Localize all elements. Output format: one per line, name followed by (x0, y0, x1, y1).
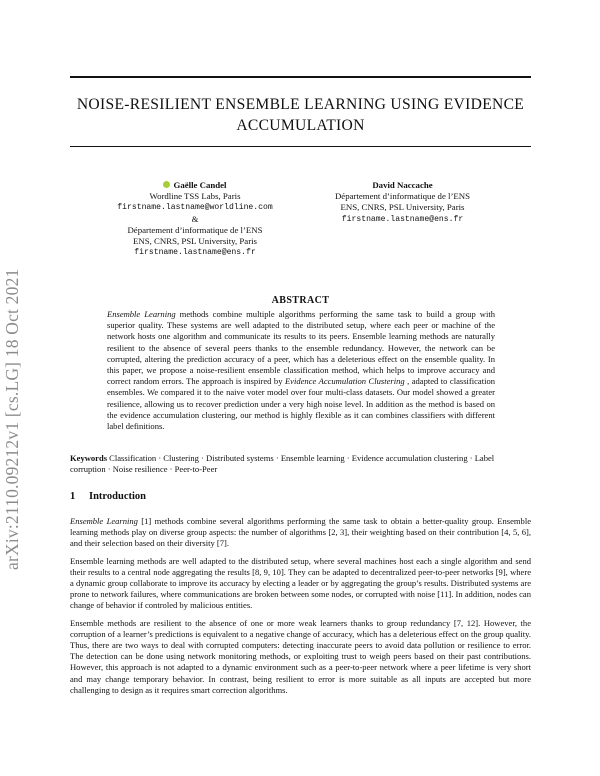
author-affiliation: ENS, CNRS, PSL University, Paris (133, 236, 257, 247)
section-title: Introduction (89, 491, 146, 502)
title-line-1: NOISE-RESILIENT ENSEMBLE LEARNING USING EVIDENCE (76, 96, 525, 113)
keywords (70, 453, 531, 475)
section-body (70, 516, 531, 702)
section-number: 1 (70, 491, 76, 502)
title-bottom-rule (70, 146, 531, 147)
keywords-list: Classification · Clustering · Distributed systems · Ensemble learning · Evidence accumulation clustering · Label corruption · Noise resilience · Peer-to-Peer (70, 453, 495, 475)
abstract-body: methods combine multiple algorithms performing the same task to build a group with superior quality. These systems are well adapted to the distributed setup, where each peer or machine of the network hosts one algorithm and communicate its results to its peers. Ensemble learning methods are naturally resilient to the absence of several peers thanks to the ensemble redundancy. However, the network can be corrupted, altering the prediction accuracy of a peer, which has a deleterious effect on the ensemble quality. In this paper, we propose a noise-resilient ensemble classification method, which helps to improve accuracy and correct random errors. The approach is inspired by (107, 309, 495, 387)
section-heading (70, 491, 146, 502)
title-line-2: ACCUMULATION (236, 117, 365, 134)
keywords-label: Keywords (70, 453, 108, 463)
author-affiliation: Département d’informatique de l’ENS (127, 224, 263, 235)
author-email[interactable]: firstname.lastname@ens.fr (134, 248, 256, 258)
paragraph-term: Ensemble Learning (70, 516, 138, 526)
author-email[interactable]: firstname.lastname@worldline.com (117, 203, 273, 213)
author-separator: & (191, 213, 199, 224)
author-email[interactable]: firstname.lastname@ens.fr (341, 214, 464, 224)
abstract-heading: ABSTRACT (271, 295, 330, 306)
paper-title (70, 94, 531, 136)
author-affiliation: Wordline TSS Labs, Paris (149, 191, 241, 202)
author-name: Gaëlle Candel (173, 180, 227, 190)
author-1 (105, 180, 285, 258)
abstract-body: , adapted to classification ensembles. We compared it to the naive voter model over four multi-class datasets. Our model showed a greater resilience, allowing us to recover prediction under a very high noise level. In addition as the method is based on the evidence accumulation clustering, our method is highly flexible as it can combines classifiers with different label definitions. (107, 376, 496, 432)
arxiv-identifier: arXiv:2110.09212v1 [cs.LG] 18 Oct 2021 (2, 268, 22, 570)
paragraph: Ensemble methods are resilient to the absence of one or more weak learners thanks to group redundancy [7, 12]. However, the corruption of a learner’s predictions is equivalent to a negative change of accuracy, which has a deleterious effect on the group quality. Thus, there are two ways to deal with corrupted computers: detecting inaccurate peers to avoid data pollution or resilience to error. The detection can be done using network monitoring methods, or exploiting trust to weigh peers based on their past contributions. However, this approach is not adapted to a dynamic environment such as a peer-to-peer network where a peer lifetime is very short and may change temporary behavior. In contrast, being resilient to error is more suitable as all inputs are accepted but more challenging to design as it requires smart correction algorithms. (70, 617, 531, 695)
author-affiliation: ENS, CNRS, PSL University, Paris (340, 202, 465, 213)
abstract-term: Ensemble Learning (107, 309, 176, 319)
abstract-text (107, 309, 495, 432)
paragraph (70, 516, 531, 550)
author-2 (315, 180, 490, 225)
abstract-term: Evidence Accumulation Clustering (284, 376, 405, 387)
paragraph-text: [1] methods combine several algorithms performing the same task to obtain a better-quality group. Ensemble learning methods play on diverse group aspects: the number of algorithms [2, 3], their weighting based on their contribution [4, 5, 6], and their selection based on their diversity [7]. (70, 516, 531, 549)
author-affiliation: Département d’informatique de l’ENS (334, 191, 471, 202)
title-top-rule (70, 76, 531, 78)
author-name: David Naccache (372, 180, 433, 190)
orcid-icon[interactable] (163, 181, 170, 188)
paragraph: Ensemble learning methods are well adapted to the distributed setup, where several machines host each a single algorithm and send their results to a central node aggregating the results [8, 9, 10]. They can be adapted to decentralized peer-to-peer networks [9], where a dynamic group collaborate to improve its accuracy by electing a leader or by aggregating the group’s results. Distributed systems are prone to network failures, where communications are broken between some nodes, or corrupted with noise [11]. In addition, nodes can change of behavior if controled by malicious entities. (70, 555, 531, 611)
